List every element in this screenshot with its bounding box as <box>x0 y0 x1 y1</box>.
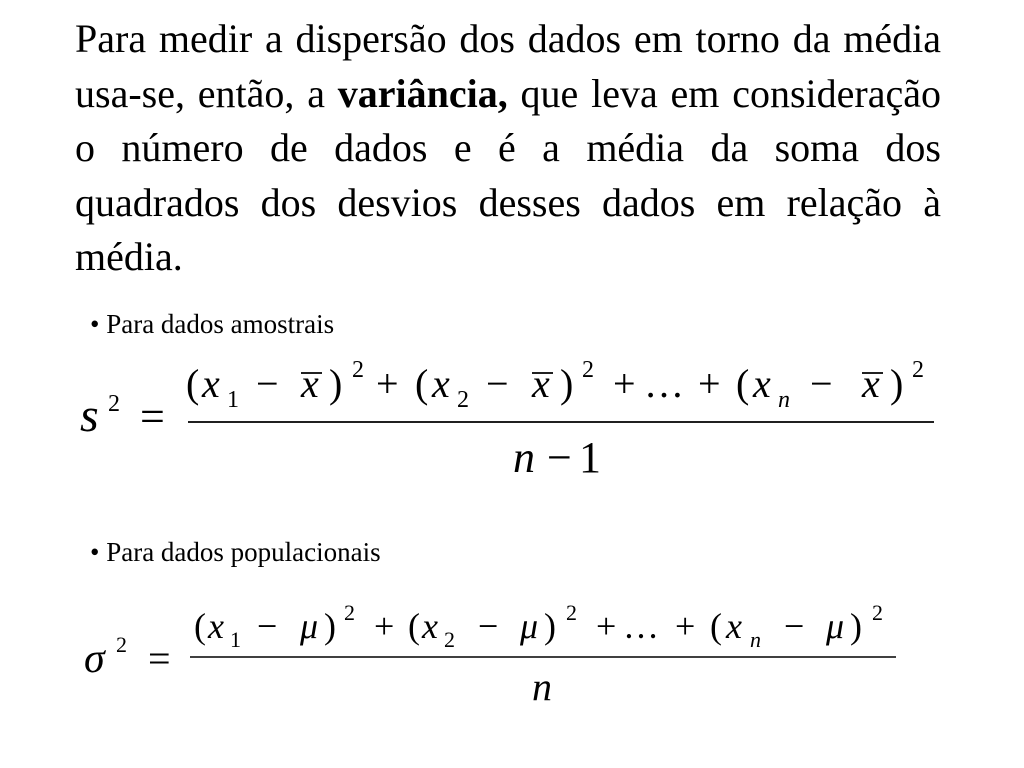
sample-x1: x <box>202 361 220 406</box>
population-exp-3: 2 <box>872 600 883 625</box>
population-sub-n: n <box>750 627 761 652</box>
population-plus-1: + <box>374 606 395 646</box>
sample-minus-2: − <box>486 361 509 406</box>
population-minus-3: − <box>784 606 805 646</box>
sample-xbar-2: x <box>532 361 550 406</box>
sample-paren-close-1: ) <box>329 361 343 406</box>
sample-minus-3: − <box>810 361 833 406</box>
population-lhs-sigma: σ <box>84 636 105 682</box>
population-variance-svg <box>70 590 910 710</box>
population-mu-2: μ <box>520 606 539 646</box>
population-paren-close-3: ) <box>850 606 862 646</box>
sample-paren-open-3: ( <box>736 361 750 406</box>
sample-exp-2: 2 <box>582 357 594 383</box>
population-mu-3: μ <box>826 606 845 646</box>
sample-plus-3: + <box>698 361 721 406</box>
sample-paren-close-3: ) <box>890 361 904 406</box>
sample-lhs-symbol: s <box>80 389 99 442</box>
population-sub-1: 1 <box>230 627 241 652</box>
population-x1: x <box>208 606 224 646</box>
sample-exp-1: 2 <box>352 357 364 383</box>
population-variance-formula <box>70 590 910 710</box>
sample-lhs-exponent: 2 <box>108 391 120 417</box>
population-paren-open-3: ( <box>710 606 722 646</box>
sample-equals: = <box>140 392 165 441</box>
sample-x2: x <box>432 361 450 406</box>
bullet-population-data: • Para dados populacionais <box>90 537 381 567</box>
population-minus-2: − <box>478 606 499 646</box>
population-paren-open-2: ( <box>408 606 420 646</box>
population-minus-1: − <box>257 606 278 646</box>
intro-paragraph <box>75 12 941 285</box>
sample-xbar-1: x <box>301 361 319 406</box>
population-lhs-exponent: 2 <box>116 632 127 657</box>
population-plus-2: + <box>596 606 617 646</box>
population-exp-1: 2 <box>344 600 355 625</box>
sample-plus-2: + <box>613 361 636 406</box>
sample-plus-1: + <box>376 361 399 406</box>
sample-xn: x <box>753 361 771 406</box>
intro-text-part1: Para medir a dispersão dos dados em torno da média usa-se, então, a <box>75 16 941 116</box>
population-x2: x <box>422 606 438 646</box>
sample-minus-1: − <box>256 361 279 406</box>
population-paren-close-1: ) <box>324 606 336 646</box>
sample-paren-open-1: ( <box>186 361 200 406</box>
sample-ellipsis: … <box>644 361 684 406</box>
sample-denominator-n: n <box>513 433 535 482</box>
sample-exp-3: 2 <box>912 357 924 383</box>
sample-paren-close-2: ) <box>560 361 574 406</box>
sample-denominator-one: 1 <box>579 433 601 482</box>
sample-sub-n: n <box>778 387 790 413</box>
sample-variance-formula <box>70 355 950 485</box>
intro-keyword-variancia: variância, <box>337 70 508 116</box>
sample-paren-open-2: ( <box>415 361 429 406</box>
sample-denominator-minus: − <box>547 433 572 482</box>
population-exp-2: 2 <box>566 600 577 625</box>
sample-variance-svg <box>70 355 950 485</box>
intro-text-part2: que leva em consideração o número de dados e é a média da soma dos quadrados dos desvios desses dados em relação à média. <box>75 70 941 279</box>
population-denominator-n: n <box>532 664 552 709</box>
sample-xbar-3: x <box>862 361 880 406</box>
population-paren-open-1: ( <box>194 606 206 646</box>
population-ellipsis: … <box>623 606 659 646</box>
population-sub-2: 2 <box>444 627 455 652</box>
population-equals: = <box>148 636 171 681</box>
sample-sub-1: 1 <box>227 387 239 413</box>
population-paren-close-2: ) <box>544 606 556 646</box>
population-mu-1: μ <box>300 606 319 646</box>
population-plus-3: + <box>675 606 696 646</box>
population-xn: x <box>726 606 742 646</box>
bullet-sample-data: • Para dados amostrais <box>90 309 335 339</box>
sample-sub-2: 2 <box>457 387 469 413</box>
